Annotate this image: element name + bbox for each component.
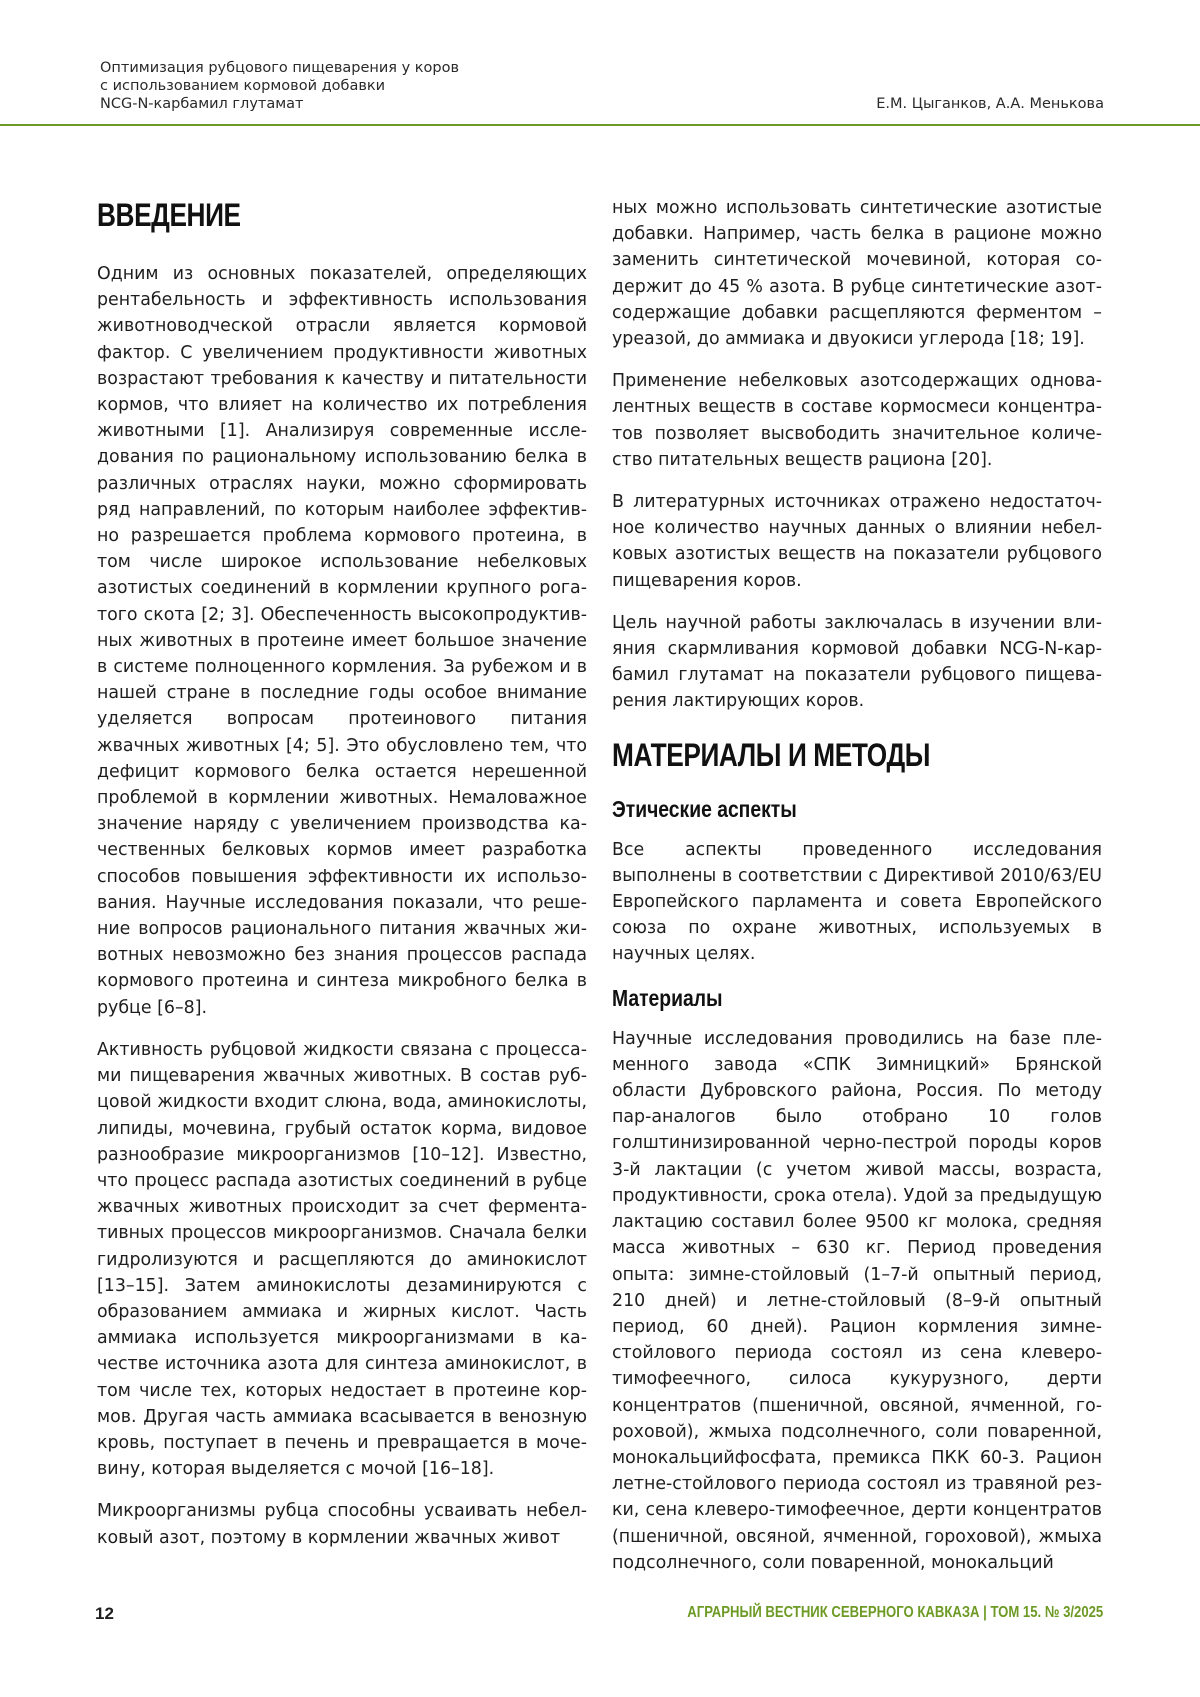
running-title-line: NCG-N-карбамил глутамат <box>100 96 304 112</box>
body-paragraph: Микроорганизмы рубца способны усваивать небелковый азот, поэтому в кормлении жвачных живот <box>97 1501 587 1548</box>
body-paragraph: Применение небелковых азотсодержащих одновалентных веществ в составе кормосмеси концентратов позволяет высвободить значительное количество питательных веществ рациона [20]. <box>612 371 1102 470</box>
left-column <box>97 195 587 1567</box>
page-header <box>0 0 1200 126</box>
body-paragraph: Одним из основных показателей, определяющих рентабельность и эффективность использования животноводческой отрасли является кормовой фактор. С увеличением продуктивности животных возрастают требования к качеству и питательности кормов, что влияет на количество их потребления животными [1]. Анализируя современные исследования по рациональному использованию белка в различных отраслях науки, можно сформировать ряд направлений, по которым наиболее эффективно разрешается проблема кормового протеина, в том числе широкое использование небелковых азотистых соединений в кормлении крупного рогатого скота [2; 3]. Обеспеченность высокопродуктивных животных в протеине имеет большое значение в системе полноценного кормления. За рубежом и в нашей стране в последние годы особое внимание уделяется вопросам протеинового питания жвачных животных [4; 5]. Это обусловлено тем, что дефицит кормового белка остается нерешенной проблемой в кормлении животных. Немаловажное значение наряду с увеличением производства качественных белковых кормов имеет разработка способов повышения эффективности их использования. Научные исследования показали, что решение вопросов рационального питания жвачных животных невозможно без знания процессов распада кормового протеина и синтеза микробного белка в рубце [6–8]. <box>97 264 587 1018</box>
body-paragraph: Активность рубцовой жидкости связана с процессами пищеварения жвачных животных. В состав рубцовой жидкости входит слюна, вода, аминокислоты, липиды, мочевина, грубый остаток корма, видовое разнообразие микроорганизмов [10–12]. Известно, что процесс распада азотистых соединений в рубце жвачных животных происходит за счет ферментативных процессов микроорганизмов. Сначала белки гидролизуются и расщепляются до аминокислот [13–15]. Затем аминокислоты дезаминируются с образованием аммиака и жирных кислот. Часть аммиака используется микроорганизмами в качестве источника азота для синтеза аминокислот, в том числе тех, которых недостает в протеине кормов. Другая часть аммиака всасывается в венозную кровь, поступает в печень и превращается в мочевину, которая выделяется с мочой [16–18]. <box>97 1039 587 1480</box>
body-paragraph: В литературных источниках отражено недостаточное количество научных данных о влиянии небелковых азотистых веществ на показатели рубцового пищеварения коров. <box>612 492 1102 591</box>
running-title-line: Оптимизация рубцового пищеварения у коров <box>100 60 460 76</box>
page-number: 12 <box>95 1604 114 1623</box>
running-title-line: с использованием кормовой добавки <box>100 78 386 94</box>
methods-heading: МАТЕРИАЛЫ И МЕТОДЫ <box>612 736 931 773</box>
running-authors: Е.М. Цыганков, А.А. Менькова <box>876 96 1104 112</box>
materials-paragraph: Научные исследования проводились на базе племенного завода «СПК Зимницкий» Брянской области Дубровского района, Россия. По методу пар-аналогов было отобрано 10 голов голштинизированной черно-пестрой породы коров 3-й лактации (с учетом живой массы, возраста, продуктивности, срока отела). Удой за предыдущую лактацию составил более 9500 кг молока, средняя масса животных – 630 кг. Период проведения опыта: зимне-стойловый (1–7-й опытный период, 210 дней) и летне-стойловый (8–9-й опытный период, 60 дней). Рацион кормления зимне-стойлового периода состоял из сена клеверо-тимофеечного, силоса кукурузного, дерти концентратов (пшеничной, овсяной, ячменной, гороховой), жмыха подсолнечного, соли поваренной, монокальцийфосфата, премикса ПКК 60-3. Рацион летне-стойлового периода состоял из травяной резки, сена клеверо-тимофеечное, дерти концентратов (пшеничной, овсяной, ячменной, гороховой), жмыха подсолнечного, соли поваренной, монокальций <box>612 1028 1102 1573</box>
ethics-subheading: Этические аспекты <box>612 795 797 822</box>
right-column <box>612 195 1102 1592</box>
materials-subheading: Материалы <box>612 984 723 1011</box>
ethics-paragraph: Все аспекты проведенного исследования выполнены в соответствии с Директивой 2010/63/EU Европейского парламента и совета Европейского союза по охране животных, используемых в научных целях. <box>612 839 1102 965</box>
journal-footer: АГРАРНЫЙ ВЕСТНИК СЕВЕРНОГО КАВКАЗА | ТОМ 15. № 3/2025 <box>687 1604 1103 1621</box>
body-paragraph: Цель научной работы заключалась в изучении влияния скармливания кормовой добавки NCG-N-карбамил глутамат на показатели рубцового пищеварения лактирующих коров. <box>612 612 1102 712</box>
introduction-heading: ВВЕДЕНИЕ <box>97 197 241 233</box>
body-paragraph: ных можно использовать синтетические азотистые добавки. Например, часть белка в рационе можно заменить синтетической мочевиной, которая содержит до 45 % азота. В рубце синтетические азотсодержащие добавки расщепляются ферментом – уреазой, до аммиака и двуокиси углерода [18; 19]. <box>612 198 1102 350</box>
running-title <box>100 59 459 113</box>
